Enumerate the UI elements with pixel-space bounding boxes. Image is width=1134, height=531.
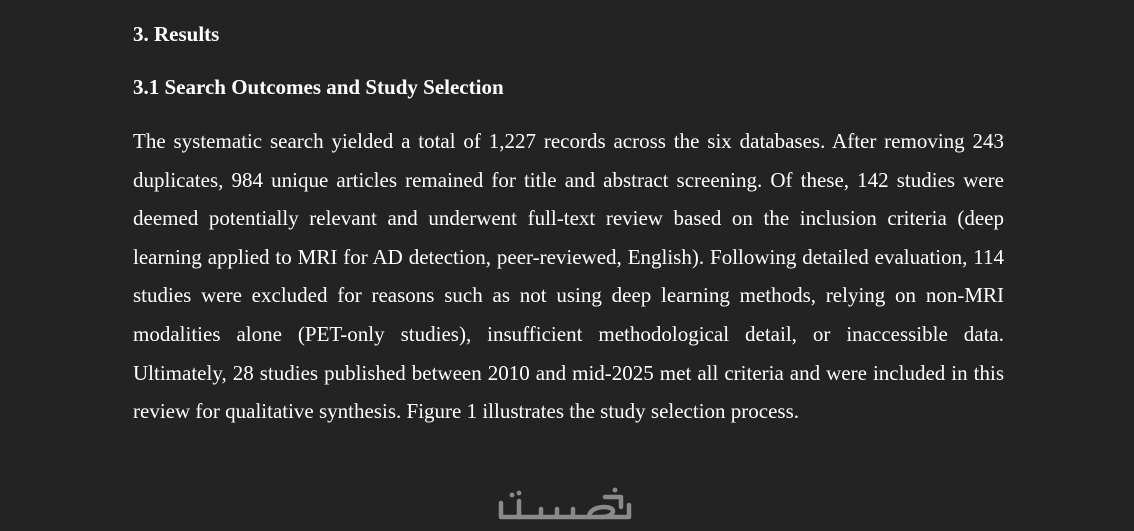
document-body	[133, 18, 1004, 431]
khamsat-watermark-logo	[497, 485, 637, 523]
section-heading: 3. Results	[133, 22, 220, 46]
results-paragraph: The systematic search yielded a total of 1,227 records across the six databases. After removing 243 duplicates, 984 unique articles remained for title and abstract screening. Of these, 142 studies were deemed potentially relevant and underwent full-text review based on the inclusion criteria (deep learning applied to MRI for AD detection, peer-reviewed, English). Following detailed evaluation, 114 studies were excluded for reasons such as not using deep learning methods, relying on non-MRI modalities alone (PET-only studies), insufficient methodological detail, or inaccessible data. Ultimately, 28 studies published between 2010 and mid-2025 met all criteria and were included in this review for qualitative synthesis. Figure 1 illustrates the study selection process.	[133, 129, 1004, 424]
subsection-heading: 3.1 Search Outcomes and Study Selection	[133, 75, 504, 99]
